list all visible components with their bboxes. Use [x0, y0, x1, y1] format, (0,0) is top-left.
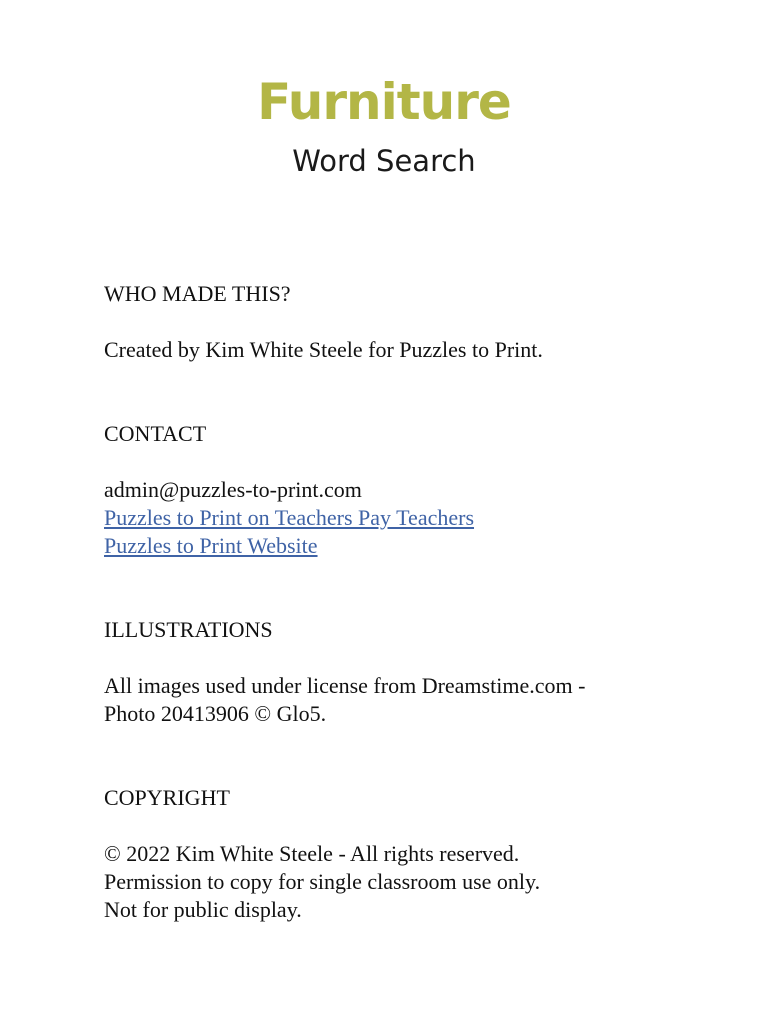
page-subtitle: Word Search	[292, 144, 476, 178]
contact-heading: CONTACT	[104, 421, 207, 446]
illustrations-line-2: Photo 20413906 © Glo5.	[104, 701, 327, 726]
copyright-line-2: Permission to copy for single classroom use only.	[104, 869, 541, 894]
illustrations-heading: ILLUSTRATIONS	[104, 617, 273, 642]
page-title: Furniture	[257, 73, 511, 131]
copyright-line-3: Not for public display.	[104, 897, 302, 922]
contact-email: admin@puzzles-to-print.com	[104, 477, 362, 502]
copyright-line-1: © 2022 Kim White Steele - All rights reserved.	[104, 841, 520, 866]
copyright-heading: COPYRIGHT	[104, 785, 230, 810]
illustrations-line-1: All images used under license from Dreamstime.com -	[104, 673, 586, 698]
website-link[interactable]: Puzzles to Print Website	[104, 533, 318, 558]
credits-content	[104, 280, 724, 924]
tpt-link[interactable]: Puzzles to Print on Teachers Pay Teachers	[104, 505, 475, 530]
who-text: Created by Kim White Steele for Puzzles to Print.	[104, 337, 543, 362]
who-heading: WHO MADE THIS?	[104, 281, 291, 306]
